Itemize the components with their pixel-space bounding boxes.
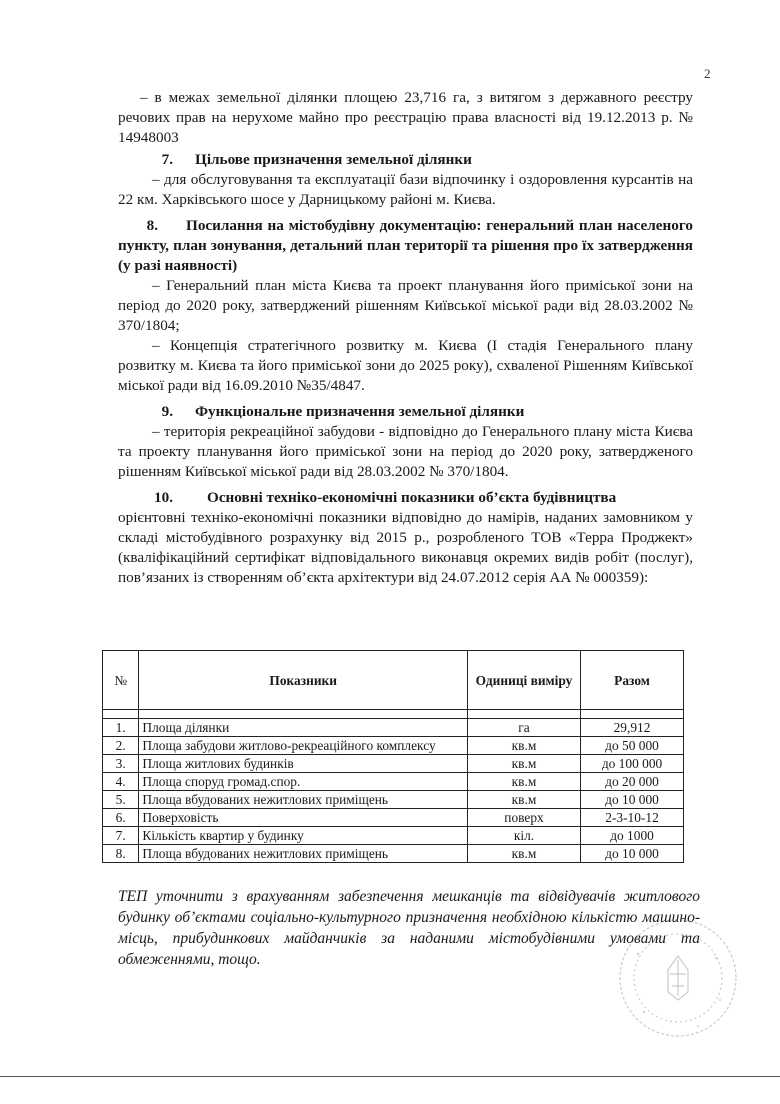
row-indicator: Площа житлових будинків [139,755,468,773]
row-total: до 10 000 [581,845,684,863]
row-unit: поверх [467,809,580,827]
header-unit: Одиниці виміру [467,651,580,710]
section-10-paragraph: орієнтовні техніко-економічні показники відповідно до намірів, наданих замовником у складі містобудівного розрахунку від 2015 р., розробленого ТОВ «Терра Проджект» (кваліфікаційний сертифікат відповідального виконавця окремих видів робіт (послуг), пов’язаних із створенням об’єкта архітектури від 24.07.2012 серія АА № 000359): [118,509,693,586]
row-total: до 100 000 [581,755,684,773]
section-number: 10. [154,489,173,506]
table-row [103,809,684,827]
table-header-row [103,651,684,710]
section-9-heading [118,402,693,422]
row-total: до 20 000 [581,773,684,791]
section-title: Посилання на містобудівну документацію: генеральний план населеного пункту, план зонування, детальний план території та рішення про їх затвердження (у разі наявності) [118,217,693,274]
section-title: Основні техніко-економічні показники об’єкта будівництва [207,489,617,506]
section-7-heading [118,150,693,170]
tep-table [102,650,684,863]
table-body [103,710,684,863]
section-9-paragraph: – територія рекреаційної забудови - відповідно до Генерального плану міста Києва та проекту планування його приміської зони на період до 2020 року, затвердженого рішенням Київської міської ради від 28.03.2002 № 370/1804. [118,423,693,480]
section-title: Цільове призначення земельної ділянки [195,151,472,168]
row-unit: кв.м [467,791,580,809]
row-number: 1. [103,719,139,737]
row-number: 6. [103,809,139,827]
row-unit: га [467,719,580,737]
row-indicator: Площа забудови житлово-рекреаційного комплексу [139,737,468,755]
row-unit: кв.м [467,773,580,791]
row-indicator: Поверховість [139,809,468,827]
section-8-paragraph-2: – Концепція стратегічного розвитку м. Києва (I стадія Генерального плану розвитку м. Києва та його приміської зони до 2025 року), схваленої Рішенням Київської міської ради від 16.09.2010 №35/4847. [118,337,693,394]
table-row [103,773,684,791]
official-seal-stamp [598,908,748,1043]
section-7-paragraph: – для обслуговування та експлуатації бази відпочинку і оздоровлення курсантів на 22 км. Харківського шосе у Дарницькому районі м. Києва. [118,171,693,208]
row-total: до 1000 [581,827,684,845]
header-no: № [103,651,139,710]
section-title: Функціональне призначення земельної ділянки [195,403,525,420]
row-total: до 10 000 [581,791,684,809]
section-8-paragraph-1: – Генеральний план міста Києва та проект планування його приміської зони на період до 2020 року, затверджений рішенням Київської міської ради від 28.03.2002 № 370/1804; [118,277,693,334]
table-row [103,845,684,863]
section-number: 9. [161,403,173,420]
header-indicator: Показники [139,651,468,710]
section-8-heading [118,216,693,276]
row-number: 2. [103,737,139,755]
row-total: 2-3-10-12 [581,809,684,827]
bottom-divider [0,1076,780,1077]
document-body [118,88,693,588]
row-indicator: Площа вбудованих нежитлових приміщень [139,791,468,809]
table-row [103,755,684,773]
page-number: 2 [704,66,711,81]
row-indicator: Площа вбудованих нежитлових приміщень [139,845,468,863]
row-number: 8. [103,845,139,863]
row-unit: кіл. [467,827,580,845]
row-unit: кв.м [467,737,580,755]
table-row [103,737,684,755]
row-indicator: Площа споруд громад.спор. [139,773,468,791]
header-total: Разом [581,651,684,710]
row-unit: кв.м [467,755,580,773]
row-total: 29,912 [581,719,684,737]
row-total: до 50 000 [581,737,684,755]
row-number: 3. [103,755,139,773]
table-row [103,719,684,737]
row-unit: кв.м [467,845,580,863]
section-number: 7. [161,151,173,168]
table-row [103,827,684,845]
intro-item: – в межах земельної ділянки площею 23,716 га, з витягом з державного реєстру речових прав на нерухоме майно про реєстрацію права власності від 19.12.2013 р. № 14948003 [118,89,693,146]
row-number: 4. [103,773,139,791]
row-indicator: Площа ділянки [139,719,468,737]
table-spacer-row [103,710,684,719]
section-number: 8. [146,217,158,234]
row-number: 7. [103,827,139,845]
row-number: 5. [103,791,139,809]
row-indicator: Кількість квартир у будинку [139,827,468,845]
footer-note: ТЕП уточнити з врахуванням забезпечення мешканців та відвідувачів житлового будинку об’єктами соціально-культурного призначення необхідною кількістю машино-місць, прибудинкових майданчиків за наданими містобудівними умовами та обмеженнями, тощо. [118,888,700,968]
table-row [103,791,684,809]
section-10-heading [118,488,693,508]
